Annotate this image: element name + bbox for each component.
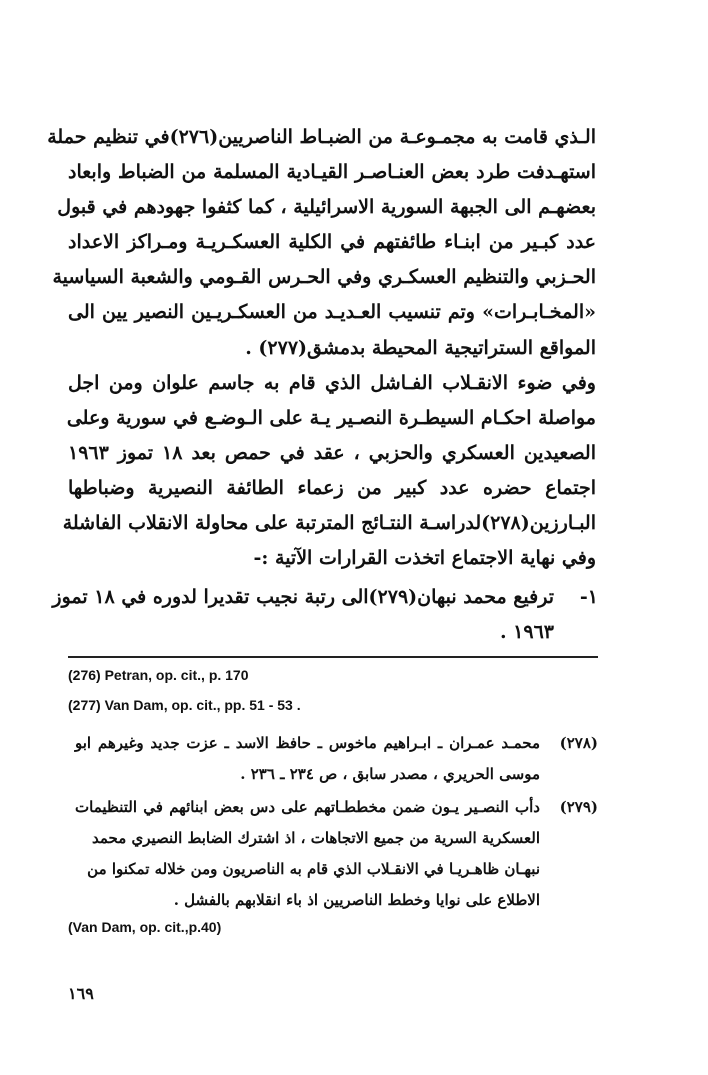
body-text bbox=[47, 120, 596, 576]
body-line: الـذي قامت به مجمـوعـة من الضبـاط الناصريين(٢٧٦)في تنظيم حملة bbox=[47, 126, 596, 148]
body-line: استهـدفت طرد بعض العنـاصـر القيـادية المسلمة من الضباط وابعاد bbox=[68, 161, 596, 184]
footnote-text-continued: العسكرية السرية من جميع الاتجاهات ، اذ اشترك الضابط النصيري محمد bbox=[91, 829, 540, 847]
footnote-number: (٢٧٩) bbox=[559, 798, 598, 816]
footnote-number: (٢٧٨) bbox=[559, 734, 598, 752]
list-item-1 bbox=[52, 580, 598, 650]
body-line: البـارزين(٢٧٨)لدراسـة النتـائج المترتبة على محاولة الانقلاب الفاشلة bbox=[62, 512, 596, 535]
footnote-277: (277) Van Dam, op. cit., pp. 51 - 53 . bbox=[68, 697, 301, 713]
body-line: عدد كبـير من ابنـاء طائفتهم في الكلية العسكـريـة ومـراكز الاعداد bbox=[68, 231, 596, 254]
body-line: الصعيدين العسكري والحزبي ، عقد في حمص بعد ١٨ تموز ١٩٦٣ bbox=[68, 441, 596, 464]
body-line: بعضهـم الى الجبهة السورية الاسرائيلية ، كما كثفوا جهودهم في قبول bbox=[57, 196, 596, 219]
body-line: «المخـابـرات» وتم تنسيب العـديـد من العسكـريـين النصير يين الى bbox=[68, 301, 596, 324]
footnote-279 bbox=[68, 792, 598, 916]
footnote-276: (276) Petran, op. cit., p. 170 bbox=[68, 667, 249, 683]
list-text-continued: ١٩٦٣ . bbox=[499, 621, 554, 643]
footnote-text-continued: موسى الحريري ، مصدر سابق ، ص ٢٣٤ ـ ٢٣٦ . bbox=[240, 765, 540, 783]
footnote-text-continued: الاطلاع على نوايا وخطط الناصريين اذ باء انقلابهم بالفشل . bbox=[173, 891, 540, 909]
body-line: اجتماع حضره عدد كبير من زعماء الطائفة النصيرية وضباطها bbox=[68, 476, 596, 499]
footnote-text: دأب النصـير يـون ضمن مخططـاتهم على دس بعض ابنائهم في التنظيمات bbox=[75, 798, 540, 816]
list-text: ترفيع محمد نبهان(٢٧٩)الى رتبة نجيب تقديرا لدوره في ١٨ تموز bbox=[52, 586, 554, 608]
footnote-divider bbox=[68, 656, 598, 658]
footnote-279-source: (Van Dam, op. cit.,p.40) bbox=[68, 919, 222, 935]
page-number: ١٦٩ bbox=[68, 984, 94, 1003]
body-line: مواصلة احكـام السيطـرة النصـير يـة على الـوضـع في سورية وعلى bbox=[66, 406, 596, 429]
body-line: وفي نهاية الاجتماع اتخذت القرارات الآتية :- bbox=[253, 547, 596, 570]
footnote-text: محمـد عمـران ـ ابـراهيم ماخوس ـ حافظ الاسد ـ عزت جديد وغيرهم ابو bbox=[75, 734, 540, 752]
body-line: الحـزبي والتنظيم العسكـري وفي الحـرس القـومي والشعبة السياسية bbox=[52, 266, 596, 289]
list-number: ١- bbox=[579, 586, 598, 608]
footnote-text-continued: نبهـان ظاهـريـا في الانقـلاب الذي قام به الناصريون ومن خلاله تمكنوا من bbox=[87, 860, 540, 878]
body-line: المواقع الستراتيجية المحيطة بدمشق(٢٧٧) . bbox=[245, 336, 596, 359]
footnote-278 bbox=[68, 728, 598, 790]
body-line: وفي ضوء الانقـلاب الفـاشل الذي قام به جاسم علوان ومن اجل bbox=[68, 371, 596, 394]
